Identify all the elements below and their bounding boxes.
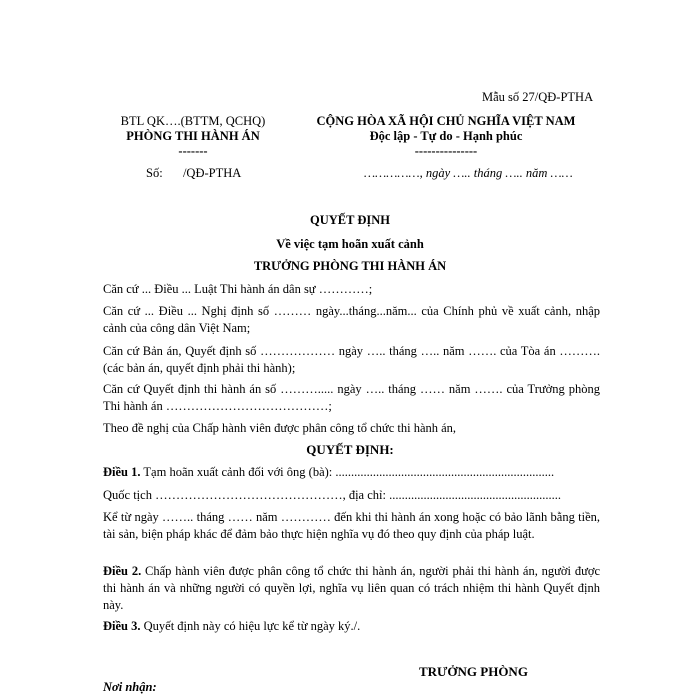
article-3-text: Quyết định này có hiệu lực kể từ ngày ký./. xyxy=(143,619,361,633)
header-right-divider: --------------- xyxy=(414,144,478,158)
header-right xyxy=(296,114,596,159)
article-2-text: Chấp hành viên được phân công tổ chức thi hành án, người phải thi hành án, người được thi hành án và những người có quyền lợi, nghĩa vụ liên quan có trách nhiệm thi hành Quyết định này. xyxy=(103,564,601,612)
article-1 xyxy=(103,464,600,481)
article-1-text: Tạm hoãn xuất cảnh đối với ông (bà): ...................................................................... xyxy=(143,465,555,479)
article-2-label: Điều 2. xyxy=(103,564,142,578)
header-left xyxy=(108,114,278,159)
document-title: QUYẾT ĐỊNH xyxy=(310,213,390,227)
national-motto: Độc lập - Tự do - Hạnh phúc xyxy=(369,129,523,143)
decision-heading: QUYẾT ĐỊNH: xyxy=(306,442,394,457)
article-1-label: Điều 1. xyxy=(103,465,141,479)
signature-title: TRƯỞNG PHÒNG xyxy=(419,664,528,679)
office-name: PHÒNG THI HÀNH ÁN xyxy=(126,129,260,143)
basis-2: Căn cứ ... Điều ... Nghị định số ……… ngày...tháng...năm... của Chính phủ về xuất cảnh, nhập cảnh của công dân Việt Nam; xyxy=(103,304,600,335)
recipients-label: Nơi nhận: xyxy=(103,680,157,694)
basis-1: Căn cứ ... Điều ... Luật Thi hành án dân sự …………; xyxy=(103,282,373,296)
header-left-divider: ------- xyxy=(178,144,208,158)
document-subject: Về việc tạm hoãn xuất cảnh xyxy=(276,237,424,251)
article-3-label: Điều 3. xyxy=(103,619,141,633)
document-number-suffix: /QĐ-PTHA xyxy=(182,166,242,180)
form-number: Mẫu số 27/QĐ-PTHA xyxy=(482,90,594,104)
date-line: ……………, ngày ….. tháng ….. năm …… xyxy=(364,166,573,180)
basis-4: Căn cứ Quyết định thi hành án số ………..... ngày ….. tháng …… năm ……. của Trưởng phòng Thi hành án …………………………………; xyxy=(103,382,600,413)
article-2 xyxy=(103,563,600,614)
article-1-nationality: Quốc tịch ………………………………………, địa chỉ: ....................................................... xyxy=(103,488,561,502)
document-number-label: Số: xyxy=(146,166,163,180)
article-1-duration: Kể từ ngày …….. tháng …… năm ………… đến khi thi hành án xong hoặc có bảo lãnh bằng tiền, tài sản, biện pháp khác để đảm bảo thực hiện nghĩa vụ đó theo quy định của pháp luật. xyxy=(103,510,600,541)
basis-3: Căn cứ Bản án, Quyết định số ……………… ngày ….. tháng ….. năm ……. của Tòa án ………. (các bản án, quyết định phải thi hành); xyxy=(103,344,600,375)
national-title: CỘNG HÒA XÃ HỘI CHỦ NGHĨA VIỆT NAM xyxy=(316,114,576,128)
article-3 xyxy=(103,618,600,635)
document-number xyxy=(146,166,241,181)
proposal-line: Theo đề nghị của Chấp hành viên được phân công tổ chức thi hành án, xyxy=(103,421,457,435)
issuing-authority: TRƯỞNG PHÒNG THI HÀNH ÁN xyxy=(253,259,447,273)
agency-line: BTL QK….(BTTM, QCHQ) xyxy=(120,114,266,128)
